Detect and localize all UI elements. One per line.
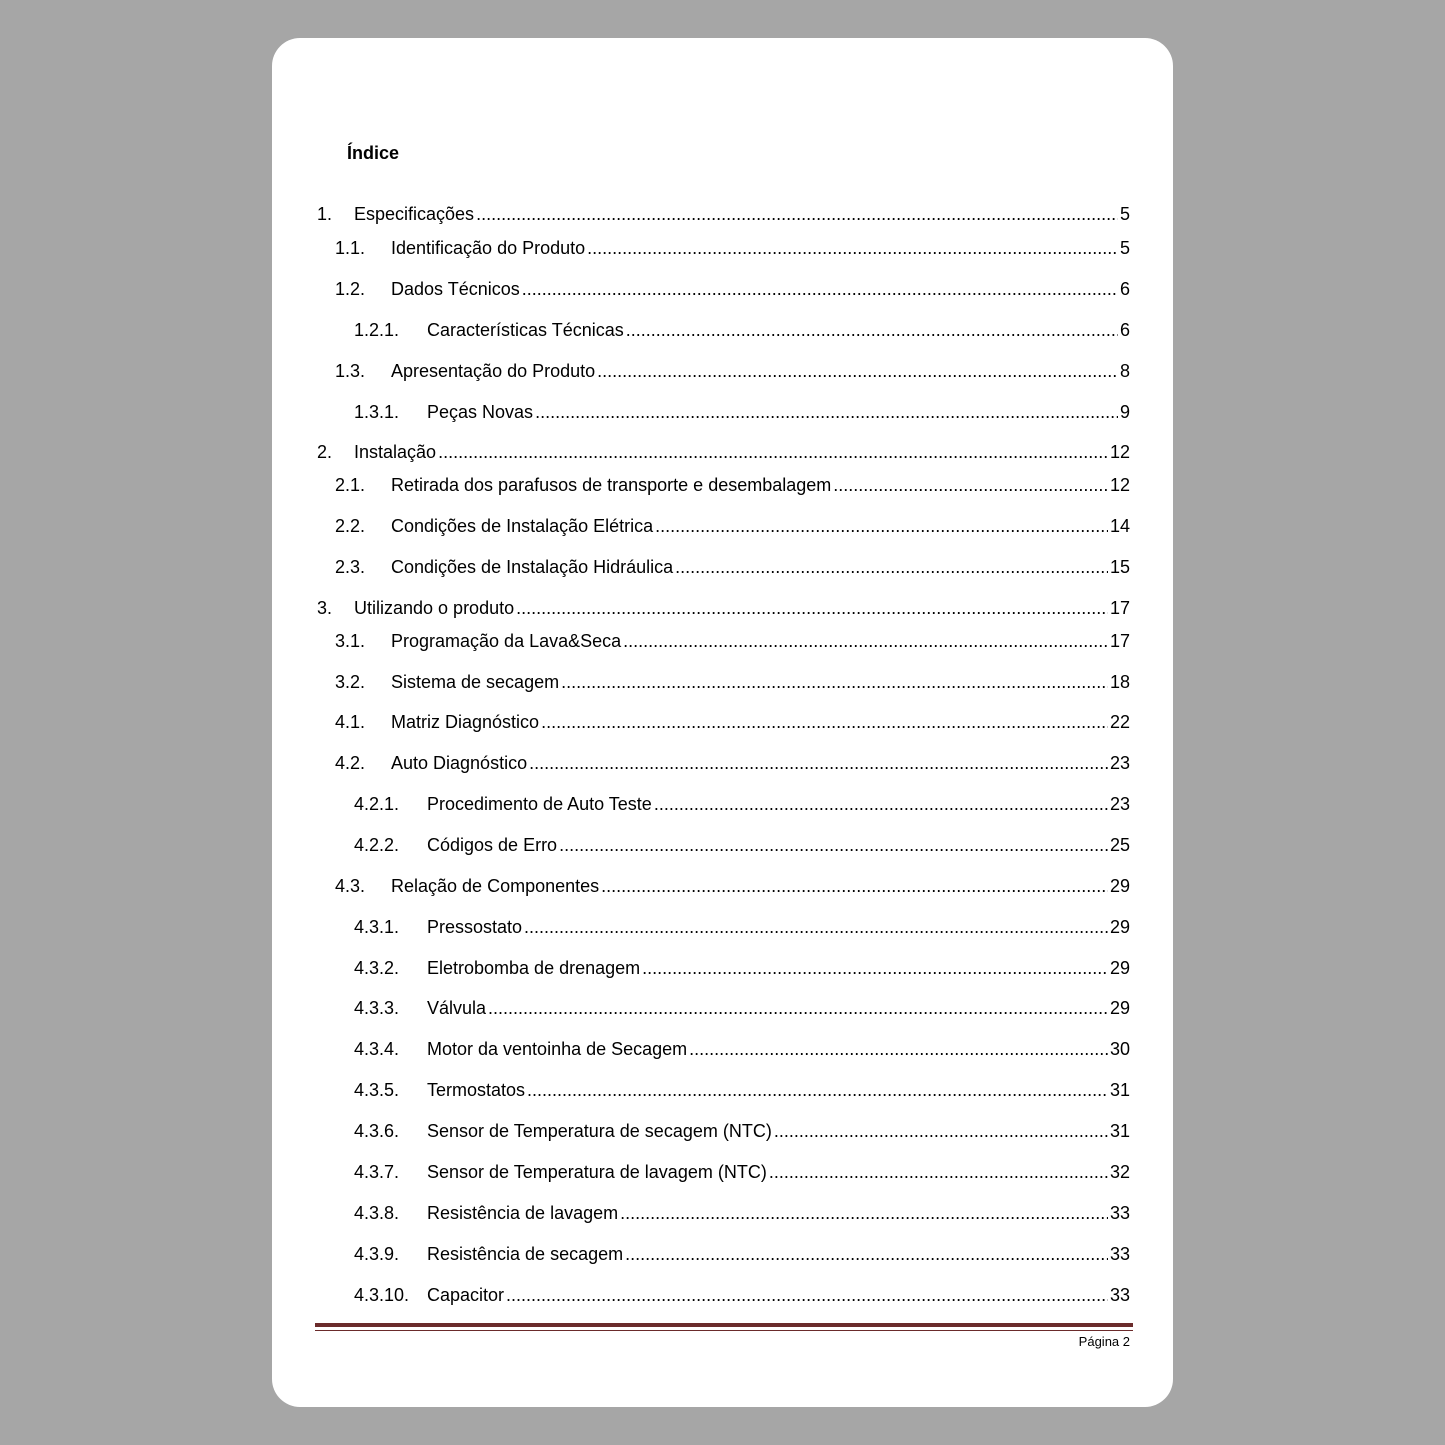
- toc-entry-number: 2.: [317, 442, 333, 462]
- document-page: [272, 38, 1173, 1407]
- toc-entry-number: 4.3.9.: [354, 1244, 400, 1264]
- toc-entry-number: 4.3.2.: [354, 958, 400, 978]
- toc-entry-title: Eletrobomba de drenagem: [427, 958, 641, 978]
- toc-leader-dots: [769, 1162, 1108, 1183]
- toc-entry-page: 25: [1109, 835, 1130, 855]
- toc-entry-page: 5: [1119, 204, 1130, 224]
- toc-entry-number: 4.3.5.: [354, 1080, 400, 1100]
- toc-entry[interactable]: [335, 712, 1130, 733]
- toc-entry[interactable]: [335, 238, 1130, 259]
- toc-entry-page: 12: [1109, 442, 1130, 462]
- toc-entry-title: Peças Novas: [427, 402, 534, 422]
- toc-leader-dots: [833, 475, 1108, 496]
- toc-entry-title: Sistema de secagem: [391, 672, 560, 692]
- toc-entry-title: Dados Técnicos: [391, 279, 520, 299]
- toc-entry-title: Condições de Instalação Hidráulica: [391, 557, 674, 577]
- toc-entry-title: Utilizando o produto: [354, 598, 515, 618]
- toc-entry-page: 17: [1109, 631, 1130, 651]
- toc-entry-page: 6: [1119, 320, 1130, 340]
- toc-entry[interactable]: [354, 320, 1130, 341]
- toc-entry-title: Apresentação do Produto: [391, 361, 596, 381]
- toc-entry[interactable]: [335, 631, 1130, 652]
- toc-entry-title: Condições de Instalação Elétrica: [391, 516, 654, 536]
- toc-leader-dots: [527, 1080, 1108, 1101]
- toc-entry-page: 29: [1109, 876, 1130, 896]
- toc-entry-number: 1.2.: [335, 279, 366, 299]
- toc-entry-page: 23: [1109, 753, 1130, 773]
- toc-entry-number: 4.2.: [335, 753, 366, 773]
- toc-entry-number: 4.3.6.: [354, 1121, 400, 1141]
- toc-entry[interactable]: [354, 1285, 1130, 1306]
- toc-entry[interactable]: [335, 557, 1130, 578]
- toc-entry-page: 15: [1109, 557, 1130, 577]
- toc-entry-title: Motor da ventoinha de Secagem: [427, 1039, 688, 1059]
- toc-entry-number: 3.2.: [335, 672, 366, 692]
- toc-leader-dots: [541, 712, 1108, 733]
- toc-entry-page: 12: [1109, 475, 1130, 495]
- toc-entry-title: Instalação: [354, 442, 437, 462]
- toc-leader-dots: [535, 402, 1118, 423]
- toc-entry-page: 14: [1109, 516, 1130, 536]
- toc-entry-number: 4.3.10.: [354, 1285, 410, 1305]
- toc-entry-number: 4.3.: [335, 876, 366, 896]
- toc-entry[interactable]: [354, 1080, 1130, 1101]
- toc-entry-page: 30: [1109, 1039, 1130, 1059]
- toc-entry-page: 18: [1109, 672, 1130, 692]
- toc-entry-title: Identificação do Produto: [391, 238, 586, 258]
- toc-entry-number: 2.1.: [335, 475, 366, 495]
- toc-entry-page: 29: [1109, 998, 1130, 1018]
- toc-entry[interactable]: [317, 442, 1130, 463]
- toc-leader-dots: [438, 442, 1108, 463]
- toc-leader-dots: [559, 835, 1108, 856]
- toc-entry[interactable]: [354, 958, 1130, 979]
- toc-entry-page: 31: [1109, 1080, 1130, 1100]
- toc-leader-dots: [516, 598, 1108, 619]
- toc-entry-title: Sensor de Temperatura de secagem (NTC): [427, 1121, 772, 1141]
- toc-leader-dots: [524, 917, 1108, 938]
- toc-entry-title: Retirada dos parafusos de transporte e desembalagem: [391, 475, 832, 495]
- toc-entry[interactable]: [354, 917, 1130, 938]
- toc-leader-dots: [642, 958, 1108, 979]
- toc-entry-number: 4.3.3.: [354, 998, 400, 1018]
- toc-entry[interactable]: [354, 1203, 1130, 1224]
- toc-entry-title: Matriz Diagnóstico: [391, 712, 540, 732]
- toc-entry-number: 4.3.8.: [354, 1203, 400, 1223]
- toc-entry-number: 1.3.1.: [354, 402, 400, 422]
- toc-entry-number: 3.: [317, 598, 333, 618]
- toc-leader-dots: [675, 557, 1108, 578]
- toc-leader-dots: [601, 876, 1108, 897]
- toc-entry-page: 33: [1109, 1285, 1130, 1305]
- toc-leader-dots: [626, 320, 1118, 341]
- toc-entry-number: 1.: [317, 204, 333, 224]
- toc-leader-dots: [774, 1121, 1108, 1142]
- toc-entry-title: Características Técnicas: [427, 320, 624, 340]
- toc-entry-page: 17: [1109, 598, 1130, 618]
- toc-leader-dots: [587, 238, 1118, 259]
- toc-entry[interactable]: [354, 1039, 1130, 1060]
- toc-entry[interactable]: [335, 279, 1130, 300]
- toc-entry[interactable]: [335, 516, 1130, 537]
- toc-entry-page: 29: [1109, 917, 1130, 937]
- toc-leader-dots: [488, 998, 1108, 1019]
- toc-entry-title: Programação da Lava&Seca: [391, 631, 622, 651]
- toc-entry-title: Válvula: [427, 998, 487, 1018]
- toc-entry-title: Procedimento de Auto Teste: [427, 794, 652, 814]
- toc-entry-page: 5: [1119, 238, 1130, 258]
- toc-leader-dots: [476, 204, 1118, 225]
- toc-entry-number: 4.2.2.: [354, 835, 400, 855]
- toc-entry-title: Termostatos: [427, 1080, 526, 1100]
- toc-leader-dots: [620, 1203, 1108, 1224]
- toc-entry-number: 4.3.1.: [354, 917, 400, 937]
- toc-entry-number: 3.1.: [335, 631, 366, 651]
- toc-entry-number: 1.1.: [335, 238, 366, 258]
- toc-entry-title: Auto Diagnóstico: [391, 753, 528, 773]
- toc-entry-page: 33: [1109, 1203, 1130, 1223]
- toc-entry-title: Especificações: [354, 204, 475, 224]
- toc-entry-page: 23: [1109, 794, 1130, 814]
- footer-rule: [315, 1323, 1133, 1327]
- toc-entry-number: 4.1.: [335, 712, 366, 732]
- toc-entry-page: 22: [1109, 712, 1130, 732]
- toc-entry-title: Pressostato: [427, 917, 523, 937]
- toc-leader-dots: [522, 279, 1118, 300]
- toc-entry-page: 33: [1109, 1244, 1130, 1264]
- toc-entry[interactable]: [317, 598, 1130, 619]
- toc-entry-title: Resistência de secagem: [427, 1244, 624, 1264]
- toc-entry-title: Capacitor: [427, 1285, 505, 1305]
- toc-entry-page: 29: [1109, 958, 1130, 978]
- page-number: Página 2: [1078, 1334, 1130, 1349]
- toc-entry-title: Códigos de Erro: [427, 835, 558, 855]
- toc-entry[interactable]: [335, 876, 1130, 897]
- toc-leader-dots: [561, 672, 1108, 693]
- toc-entry[interactable]: [335, 753, 1130, 774]
- toc-entry[interactable]: [335, 475, 1130, 496]
- toc-leader-dots: [506, 1285, 1108, 1306]
- toc-leader-dots: [689, 1039, 1108, 1060]
- toc-entry[interactable]: [335, 361, 1130, 382]
- toc-entry-number: 2.2.: [335, 516, 366, 536]
- toc-entry[interactable]: [354, 1121, 1130, 1142]
- toc-entry-number: 4.3.4.: [354, 1039, 400, 1059]
- toc-entry-title: Relação de Componentes: [391, 876, 600, 896]
- toc-leader-dots: [597, 361, 1118, 382]
- toc-entry[interactable]: [317, 204, 1130, 225]
- toc-entry-number: 4.2.1.: [354, 794, 400, 814]
- toc-entry-number: 1.2.1.: [354, 320, 400, 340]
- toc-entry-number: 1.3.: [335, 361, 366, 381]
- toc-entry[interactable]: [354, 835, 1130, 856]
- toc-entry-number: 4.3.7.: [354, 1162, 400, 1182]
- toc-leader-dots: [529, 753, 1108, 774]
- page-title: Índice: [347, 143, 400, 163]
- toc-entry[interactable]: [354, 1162, 1130, 1183]
- toc-entry-page: 8: [1119, 361, 1130, 381]
- toc-leader-dots: [654, 794, 1108, 815]
- toc-entry[interactable]: [335, 672, 1130, 693]
- toc-entry-page: 32: [1109, 1162, 1130, 1182]
- toc-entry-number: 2.3.: [335, 557, 366, 577]
- toc-entry-page: 31: [1109, 1121, 1130, 1141]
- toc-entry[interactable]: [354, 998, 1130, 1019]
- toc-entry-title: Sensor de Temperatura de lavagem (NTC): [427, 1162, 767, 1182]
- toc-leader-dots: [625, 1244, 1108, 1265]
- toc-entry[interactable]: [354, 794, 1130, 815]
- footer-rule-thin: [315, 1330, 1133, 1331]
- toc-entry-page: 9: [1119, 402, 1130, 422]
- toc-leader-dots: [655, 516, 1108, 537]
- toc-leader-dots: [623, 631, 1108, 652]
- toc-entry-title: Resistência de lavagem: [427, 1203, 619, 1223]
- toc-entry[interactable]: [354, 402, 1130, 423]
- toc-entry-page: 6: [1119, 279, 1130, 299]
- toc-entry[interactable]: [354, 1244, 1130, 1265]
